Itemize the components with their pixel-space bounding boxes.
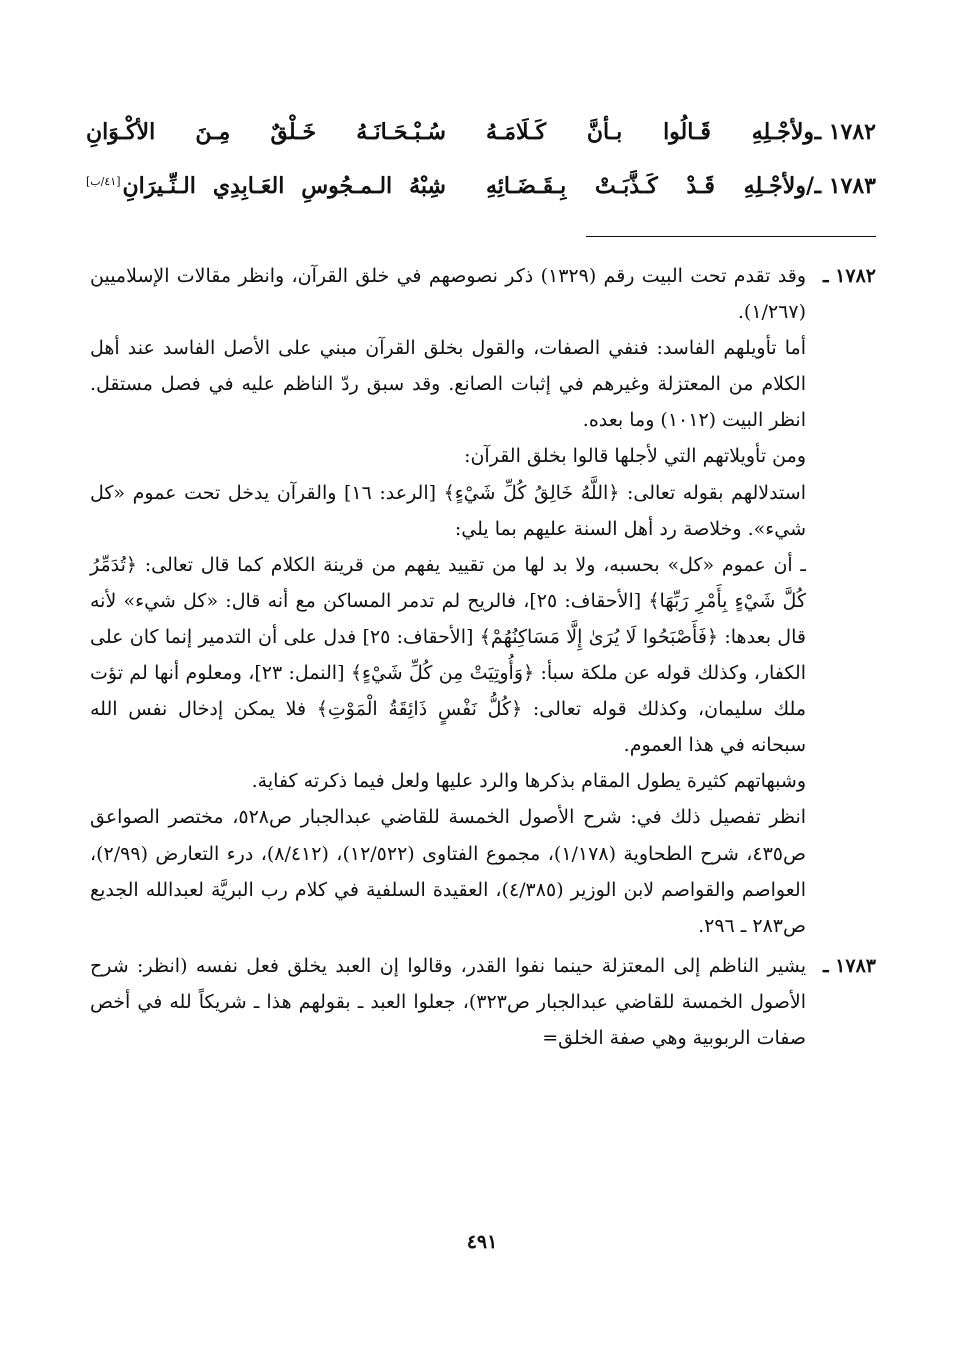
footnote-body [90,258,806,944]
footnote-paragraph: أما تأويلهم الفاسد: فنفي الصفات، والقول بخلق القرآن مبني على الأصل الفاسد عند أهل الكلام من المعتزلة وغيرهم في إثبات الصانع. وقد سبق ردّ الناظم عليه في فصل مستقل. انظر البيت (١٠١٢) وما بعده. [90,337,806,432]
verse-first-hemistich: ولأجْـلِهِ قَـالُوا بـأنَّ كَـلَامَـهُ [486,119,814,145]
verse-second-hemistich [86,173,446,199]
verse-first-hemistich: /ولأجْـلِهِ قَـدْ كَـذَّبَـتْ بِـقَـضَـائِهِ [486,173,814,199]
footnote-body [90,948,806,1056]
verse-second-hemistich-text: شِبْهُ الـمـجُوسِ العَـابِدِي الـنِّـيرَانِ [122,173,446,199]
footnote-separator [586,236,876,237]
footnote-paragraph: انظر تفصيل ذلك في: شرح الأصول الخمسة للقاضي عبدالجبار ص٥٢٨، مختصر الصواعق ص٤٣٥، شرح الطحاوية (١/١٧٨)، مجموع الفتاوى (١٢/٥٢٢)، (٨/٤١٢)، درء التعارض (٢/٩٩)، العواصم والقواصم لابن الوزير (٤/٣٨٥)، العقيدة السلفية في كلام رب البريَّة لعبدالله الجديع ص٢٨٣ ـ ٢٩٦. [90,806,807,937]
poem-verse [86,108,876,156]
footnote-paragraph: استدلالهم بقوله تعالى: ﴿اللَّهُ خَالِقُ كُلِّ شَيْءٍ﴾ [الرعد: ١٦] والقرآن يدخل تحت عموم «كل شيء». وخلاصة رد أهل السنة عليهم بما يلي: [90,481,806,540]
footnote-paragraph: وشبهاتهم كثيرة يطول المقام بذكرها والرد عليها ولعل فيما ذكرته كفاية. [251,770,806,793]
manuscript-folio-marker: [٤١/ب] [86,174,121,188]
footnote-paragraph: وقد تقدم تحت البيت رقم (١٣٢٩) ذكر نصوصهم في خلق القرآن، وانظر مقالات الإسلاميين (١/٢٦٧). [90,265,806,324]
verse-second-hemistich: سُـبْـحَـانَـهُ خَـلْقٌ مِـنَ الأكْـوَانِ [86,119,446,145]
verse-number: ١٧٨٣ ـ [814,173,876,199]
footnotes-section [86,258,876,1056]
verse-number: ١٧٨٢ ـ [814,119,876,145]
footnote [86,948,876,1056]
footnote-number: ١٧٨٢ ـ [822,265,876,287]
poem-verse [86,162,876,210]
page-number: ٤٩١ [466,1231,498,1253]
footnote-paragraph: يشير الناظم إلى المعتزلة حينما نفوا القدر، وقالوا إن العبد يخلق فعل نفسه (انظر: شرح الأصول الخمسة للقاضي عبدالجبار ص٣٢٣)، جعلوا العبد ـ بقولهم هذا ـ شريكاً لله في أخص صفات الربوبية وهي صفة الخلق= [90,954,806,1049]
footnote-paragraph: ـ أن عموم «كل» بحسبه، ولا بد لها من تقييد يفهم من قرينة الكلام كما قال تعالى: ﴿تُدَمِّرُ كُلَّ شَيْءٍ بِأَمْرِ رَبِّهَا﴾ [الأحقاف: ٢٥]، فالريح لم تدمر المساكن مع أنه قال: «كل شيء» لأنه قال بعدها: ﴿فَأَصْبَحُوا لَا يُرَىٰ إِلَّا مَسَاكِنُهُمْ﴾ [الأحقاف: ٢٥] فدل على أن التدمير إنما كان على الكفار، وكذلك قوله عن ملكة سبأ: ﴿وَأُوتِيَتْ مِن كُلِّ شَيْءٍ﴾ [النمل: ٢٣]، ومعلوم أنها لم تؤت ملك سليمان، وكذلك قوله تعالى: ﴿كُلُّ نَفْسٍ ذَائِقَةُ الْمَوْتِ﴾ فلا يمكن إدخال نفس الله سبحانه في هذا العموم. [90,553,806,757]
footnote-number: ١٧٨٣ ـ [822,954,876,977]
footnote [86,258,876,944]
footnote-paragraph: ومن تأويلاتهم التي لأجلها قالوا بخلق القرآن: [464,445,806,468]
